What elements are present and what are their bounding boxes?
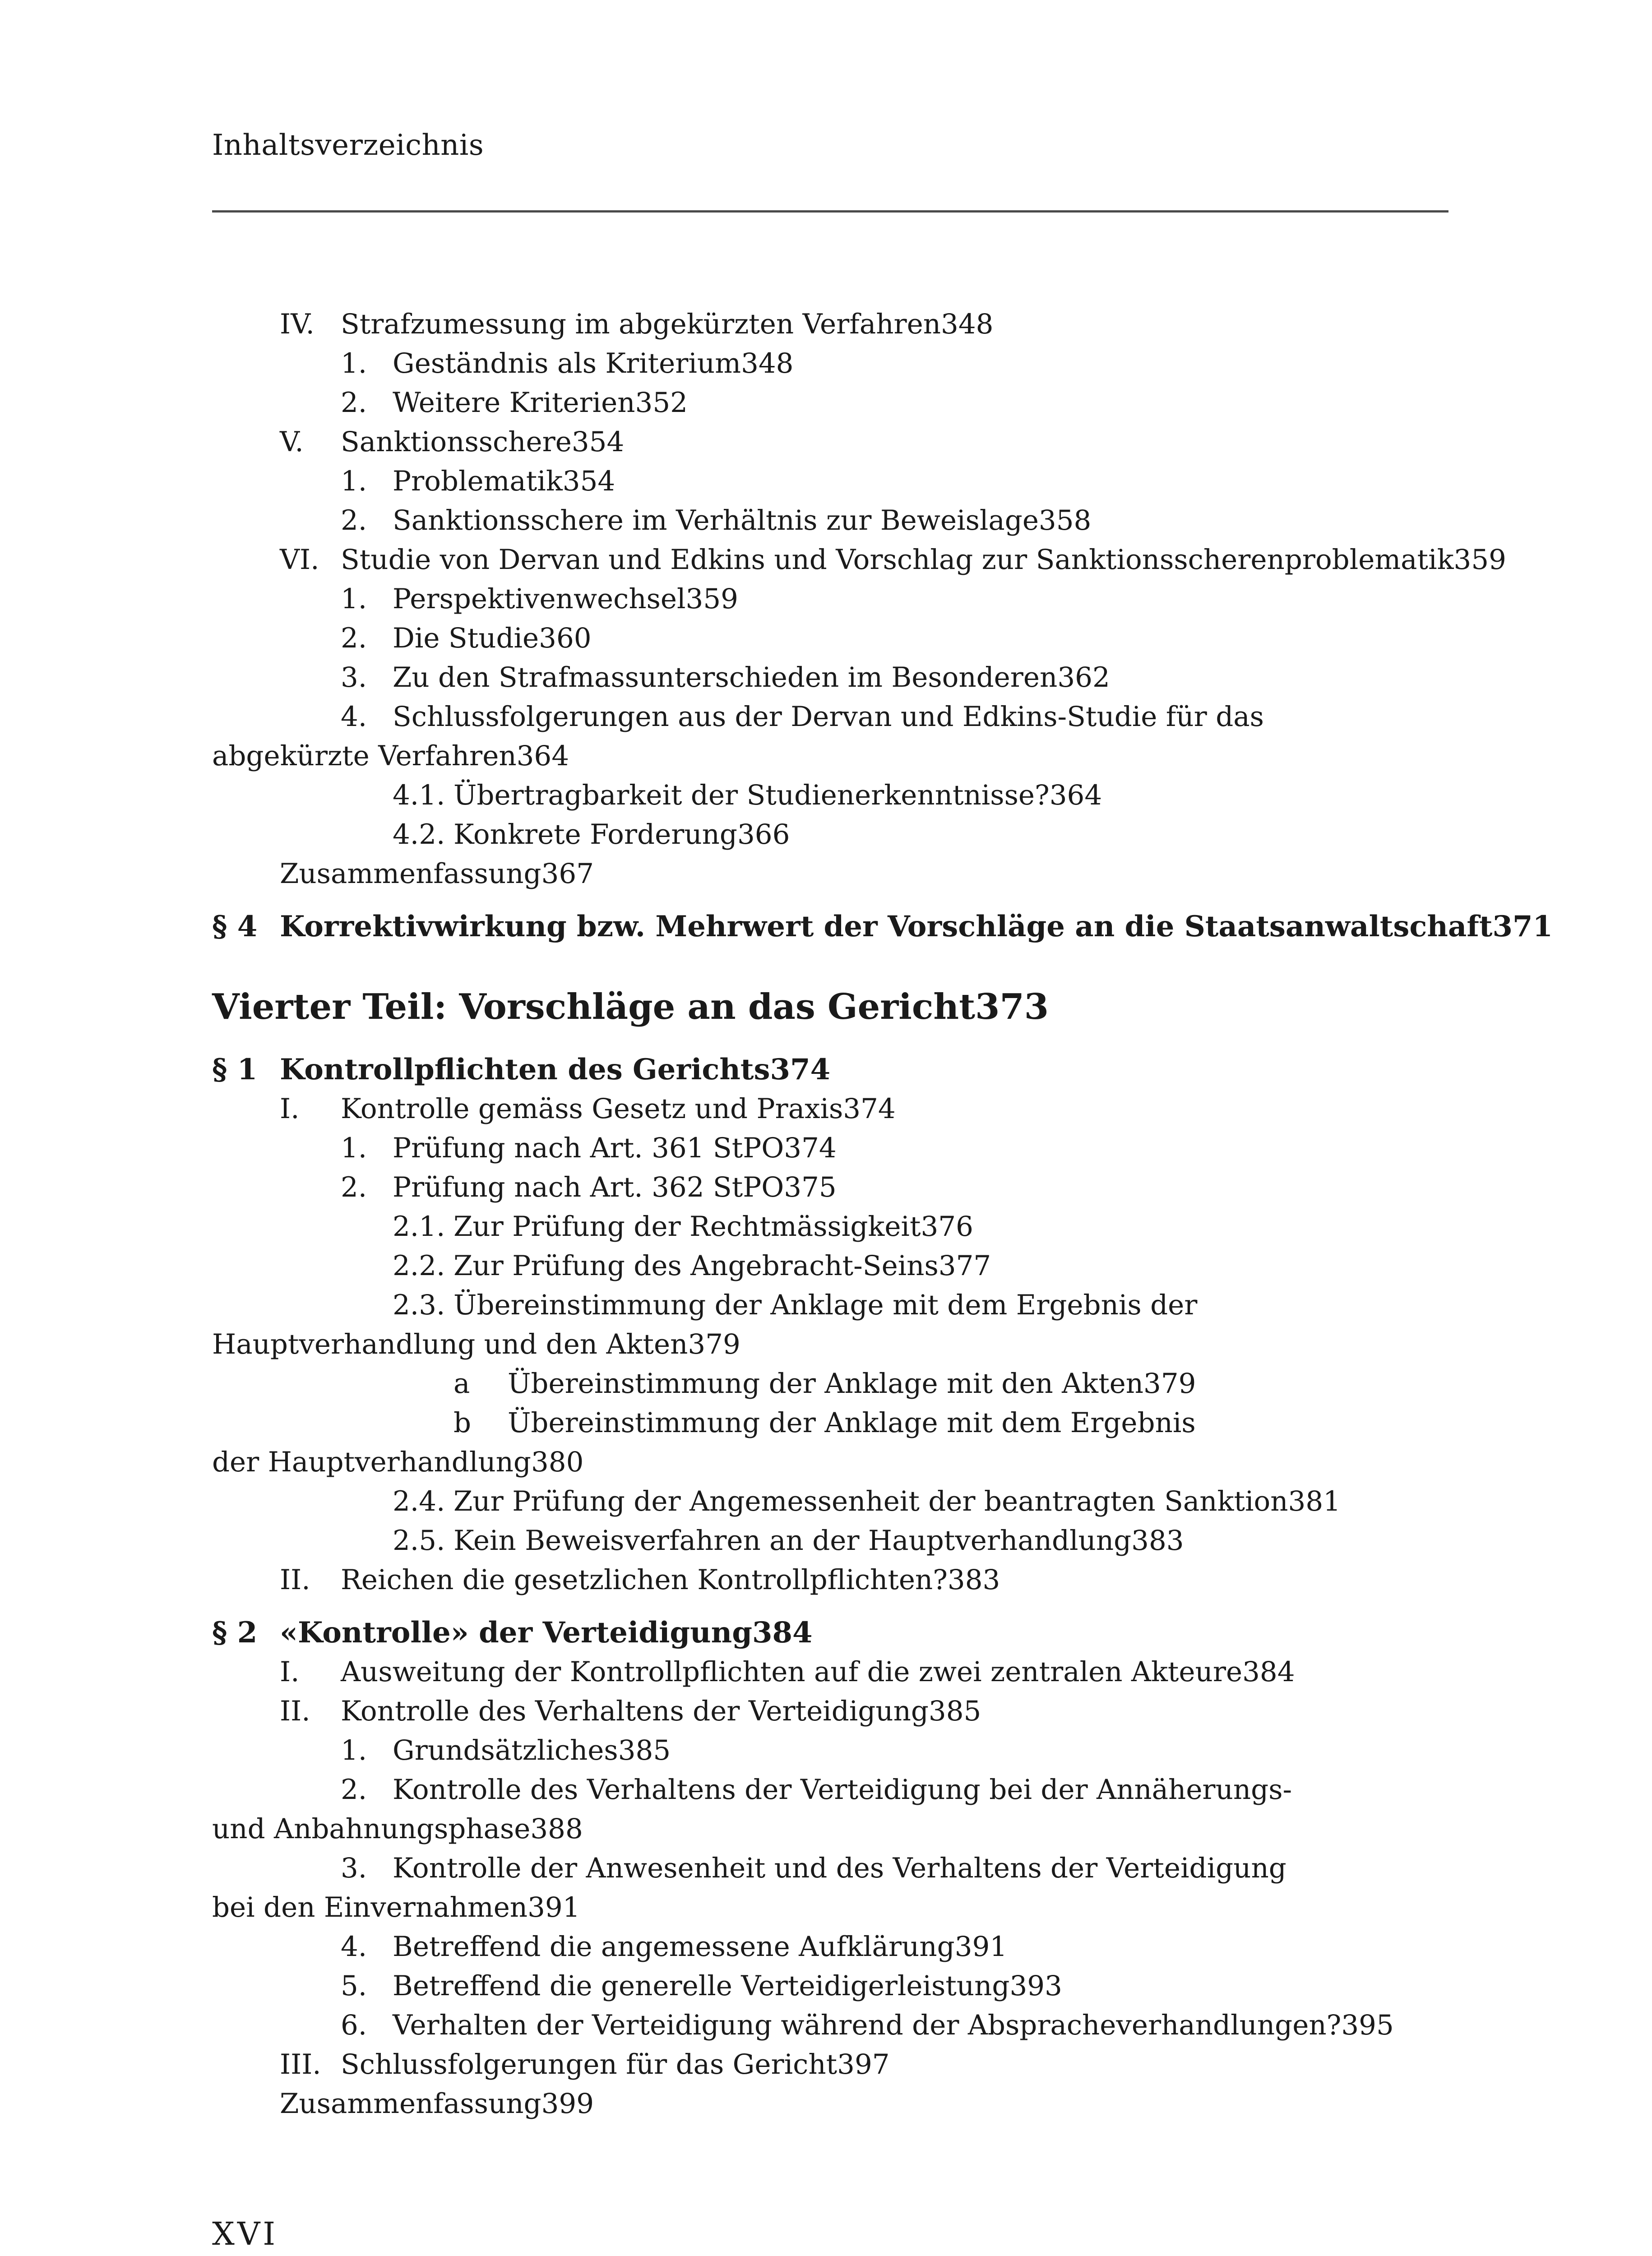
toc-entry[interactable]	[212, 1364, 1448, 1403]
page-number: 388	[530, 1813, 583, 1845]
running-head: Inhaltsverzeichnis	[212, 129, 484, 162]
toc-entry[interactable]	[212, 736, 1448, 776]
page-number: 371	[1492, 910, 1553, 943]
toc-entry	[212, 1849, 1448, 1888]
entry-title: Schlussfolgerungen für das Gericht	[341, 2048, 838, 2080]
toc-section-2[interactable]	[212, 1613, 1448, 1652]
entry-title: Perspektivenwechsel	[393, 583, 686, 615]
entry-number: 2.2.	[393, 1250, 445, 1282]
entry-title: Kontrolle der Anwesenheit und des Verhaltens der Verteidigung	[393, 1852, 1286, 1884]
entry-title: Sanktionsschere	[341, 426, 572, 458]
entry-title: Die Studie	[393, 622, 539, 654]
entry-number: V.	[280, 426, 304, 458]
page-number: 359	[1453, 544, 1506, 576]
toc-entry[interactable]	[212, 1731, 1448, 1770]
page-number: 393	[1009, 1970, 1062, 2002]
table-of-contents	[212, 305, 1553, 2123]
entry-number: II.	[280, 1564, 310, 1596]
page-number: 362	[1057, 661, 1110, 693]
page-number: 399	[541, 2088, 594, 2120]
toc-entry[interactable]	[212, 658, 1448, 697]
toc-group-c	[212, 1652, 1448, 2123]
entry-number: II.	[280, 1695, 310, 1727]
entry-number: 1.	[341, 347, 367, 379]
entry-title: Zusammenfassung	[280, 2088, 541, 2120]
entry-number: 2.	[341, 387, 367, 419]
toc-entry[interactable]	[212, 619, 1448, 658]
toc-entry[interactable]	[212, 1521, 1448, 1560]
page-number: 367	[541, 858, 594, 890]
entry-title: Hauptverhandlung und den Akten	[212, 1328, 688, 1360]
entry-title: der Hauptverhandlung	[212, 1446, 531, 1478]
toc-entry[interactable]	[212, 1809, 1448, 1849]
toc-entry[interactable]	[212, 2084, 1448, 2123]
entry-number: a	[453, 1368, 470, 1400]
toc-entry[interactable]	[212, 462, 1448, 501]
toc-entry[interactable]	[212, 383, 1448, 422]
toc-entry[interactable]	[212, 1692, 1448, 1731]
entry-number: VI.	[280, 544, 319, 576]
section-number: § 4	[212, 910, 258, 943]
entry-number: 2.3.	[393, 1289, 445, 1321]
page-number: 374	[770, 1053, 831, 1086]
entry-title: Weitere Kriterien	[393, 387, 635, 419]
entry-title: Konkrete Forderung	[453, 818, 737, 851]
header-rule	[212, 210, 1448, 213]
page-number: 391	[528, 1891, 580, 1923]
entry-title: Übereinstimmung der Anklage mit den Akten	[508, 1368, 1144, 1400]
toc-entry[interactable]	[212, 854, 1448, 893]
entry-title: Reichen die gesetzlichen Kontrollpflichten?	[341, 1564, 948, 1596]
toc-entry[interactable]	[212, 1966, 1448, 2006]
page-number: 366	[737, 818, 790, 851]
page-number: 391	[954, 1931, 1008, 1963]
page-number: 384	[1242, 1656, 1295, 1688]
entry-title: abgekürzte Verfahren	[212, 740, 517, 772]
toc-entry	[212, 697, 1448, 736]
toc-entry[interactable]	[212, 1089, 1448, 1128]
page-number: 376	[921, 1211, 973, 1243]
entry-title: Übereinstimmung der Anklage mit dem Ergebnis	[508, 1407, 1196, 1439]
entry-title: Verhalten der Verteidigung während der Abspracheverhandlungen?	[393, 2009, 1342, 2041]
page-folio: XVI	[212, 2215, 278, 2252]
toc-entry[interactable]	[212, 1246, 1448, 1285]
toc-entry[interactable]	[212, 1927, 1448, 1966]
toc-part-4[interactable]	[212, 982, 1448, 1032]
section-title: Korrektivwirkung bzw. Mehrwert der Vorschläge an die Staatsanwaltschaft	[280, 910, 1493, 943]
toc-entry[interactable]	[212, 579, 1448, 619]
page-number: 359	[685, 583, 738, 615]
entry-title: Studie von Dervan und Edkins und Vorschlag zur Sanktionsscherenproblematik	[341, 544, 1454, 576]
page-number: 381	[1288, 1485, 1341, 1517]
entry-title: Kontrolle des Verhaltens der Verteidigung bei der Annäherungs-	[393, 1774, 1292, 1806]
toc-entry[interactable]	[212, 501, 1448, 540]
toc-entry[interactable]	[212, 1325, 1448, 1364]
toc-entry[interactable]	[212, 2045, 1448, 2084]
toc-entry[interactable]	[212, 1888, 1448, 1927]
entry-title: Prüfung nach Art. 361 StPO	[393, 1132, 784, 1164]
entry-number: 1.	[341, 583, 367, 615]
page-number: 374	[784, 1132, 837, 1164]
page-number: 352	[635, 387, 688, 419]
toc-entry[interactable]	[212, 422, 1448, 462]
toc-entry[interactable]	[212, 776, 1448, 815]
entry-number: 1.	[341, 465, 367, 497]
entry-number: 3.	[341, 661, 367, 693]
page-number: 358	[1038, 504, 1092, 536]
page-number: 397	[837, 2048, 890, 2080]
page-number: 375	[784, 1171, 837, 1203]
page-number: 364	[516, 740, 569, 772]
toc-section-4[interactable]	[212, 907, 1553, 946]
toc-entry[interactable]	[212, 1168, 1448, 1207]
entry-title: Übertragbarkeit der Studienerkenntnisse?	[453, 779, 1050, 811]
entry-title: Kein Beweisverfahren an der Hauptverhandlung	[453, 1525, 1132, 1557]
entry-number: b	[453, 1407, 472, 1439]
entry-title: bei den Einvernahmen	[212, 1891, 528, 1923]
page-number: 385	[928, 1695, 981, 1727]
entry-number: 4.1.	[393, 779, 445, 811]
toc-group-b	[212, 1089, 1448, 1600]
entry-number: 4.2.	[393, 818, 445, 851]
entry-number: 5.	[341, 1970, 367, 2002]
entry-number: 6.	[341, 2009, 367, 2041]
entry-number: 2.	[341, 622, 367, 654]
entry-title: Prüfung nach Art. 362 StPO	[393, 1171, 784, 1203]
entry-number: 1.	[341, 1132, 367, 1164]
page-number: 364	[1049, 779, 1102, 811]
toc-entry[interactable]	[212, 1128, 1448, 1168]
toc-entry[interactable]	[212, 344, 1448, 383]
entry-number: III.	[280, 2048, 321, 2080]
toc-entry[interactable]	[212, 2006, 1448, 2045]
page-number: 395	[1341, 2009, 1394, 2041]
entry-title: Betreffend die generelle Verteidigerleistung	[393, 1970, 1010, 2002]
page-number: 385	[618, 1734, 671, 1766]
entry-number: 2.	[341, 1171, 367, 1203]
page-number: 380	[531, 1446, 584, 1478]
entry-title: Zusammenfassung	[280, 858, 541, 890]
entry-title: Problematik	[393, 465, 563, 497]
toc-group-a	[212, 305, 1506, 893]
toc-section-1[interactable]	[212, 1050, 1448, 1089]
page-number: 354	[562, 465, 615, 497]
entry-number: 1.	[341, 1734, 367, 1766]
section-number: § 2	[212, 1616, 258, 1650]
page-number: 348	[941, 308, 994, 340]
section-title: Kontrollpflichten des Gerichts	[280, 1053, 770, 1086]
entry-title: Kontrolle gemäss Gesetz und Praxis	[341, 1093, 843, 1125]
entry-title: Grundsätzliches	[393, 1734, 618, 1766]
entry-number: I.	[280, 1656, 300, 1688]
entry-number: IV.	[280, 308, 315, 340]
toc-entry[interactable]	[212, 1482, 1448, 1521]
entry-number: I.	[280, 1093, 300, 1125]
entry-title: Zur Prüfung der Angemessenheit der beantragten Sanktion	[453, 1485, 1288, 1517]
page-number: 379	[688, 1328, 740, 1360]
page-number: 374	[843, 1093, 896, 1125]
entry-number: 2.1.	[393, 1211, 445, 1243]
section-title: «Kontrolle» der Verteidigung	[280, 1616, 752, 1650]
entry-number: 3.	[341, 1852, 367, 1884]
entry-title: Schlussfolgerungen aus der Dervan und Edkins-Studie für das	[393, 701, 1264, 733]
entry-title: Ausweitung der Kontrollpflichten auf die zwei zentralen Akteure	[341, 1656, 1243, 1688]
toc-entry[interactable]	[212, 1442, 1448, 1482]
entry-number: 4.	[341, 1931, 367, 1963]
entry-title: Sanktionsschere im Verhältnis zur Beweislage	[393, 504, 1039, 536]
toc-entry	[212, 1285, 1448, 1325]
entry-number: 2.4.	[393, 1485, 445, 1517]
page-number: 348	[741, 347, 794, 379]
toc-entry	[212, 1770, 1448, 1809]
page-number: 379	[1143, 1368, 1196, 1400]
toc-entry[interactable]	[212, 1652, 1448, 1692]
entry-title: Zu den Strafmassunterschieden im Besonderen	[393, 661, 1058, 693]
entry-number: 2.	[341, 504, 367, 536]
entry-number: 2.5.	[393, 1525, 445, 1557]
toc-entry[interactable]	[212, 305, 1448, 344]
toc-entry[interactable]	[212, 540, 1506, 579]
entry-title: Übereinstimmung der Anklage mit dem Ergebnis der	[453, 1289, 1198, 1321]
entry-title: Strafzumessung im abgekürzten Verfahren	[341, 308, 941, 340]
page-number: 373	[975, 986, 1049, 1027]
page-number: 360	[539, 622, 592, 654]
section-number: § 1	[212, 1053, 258, 1086]
toc-entry	[212, 1403, 1448, 1442]
entry-title: Betreffend die angemessene Aufklärung	[393, 1931, 955, 1963]
page-number: 383	[1131, 1525, 1184, 1557]
page-number: 383	[947, 1564, 1000, 1596]
entry-title: Kontrolle des Verhaltens der Verteidigung	[341, 1695, 929, 1727]
entry-title: und Anbahnungsphase	[212, 1813, 531, 1845]
entry-title: Geständnis als Kriterium	[393, 347, 741, 379]
toc-entry[interactable]	[212, 1560, 1448, 1600]
toc-entry[interactable]	[212, 815, 1448, 854]
entry-title: Zur Prüfung des Angebracht-Seins	[453, 1250, 939, 1282]
page-number: 354	[571, 426, 625, 458]
page-number: 384	[752, 1616, 813, 1650]
page-number: 377	[938, 1250, 991, 1282]
entry-number: 4.	[341, 701, 367, 733]
toc-entry[interactable]	[212, 1207, 1448, 1246]
part-title: Vierter Teil: Vorschläge an das Gericht	[212, 986, 976, 1027]
entry-title: Zur Prüfung der Rechtmässigkeit	[453, 1211, 921, 1243]
entry-number: 2.	[341, 1774, 367, 1806]
